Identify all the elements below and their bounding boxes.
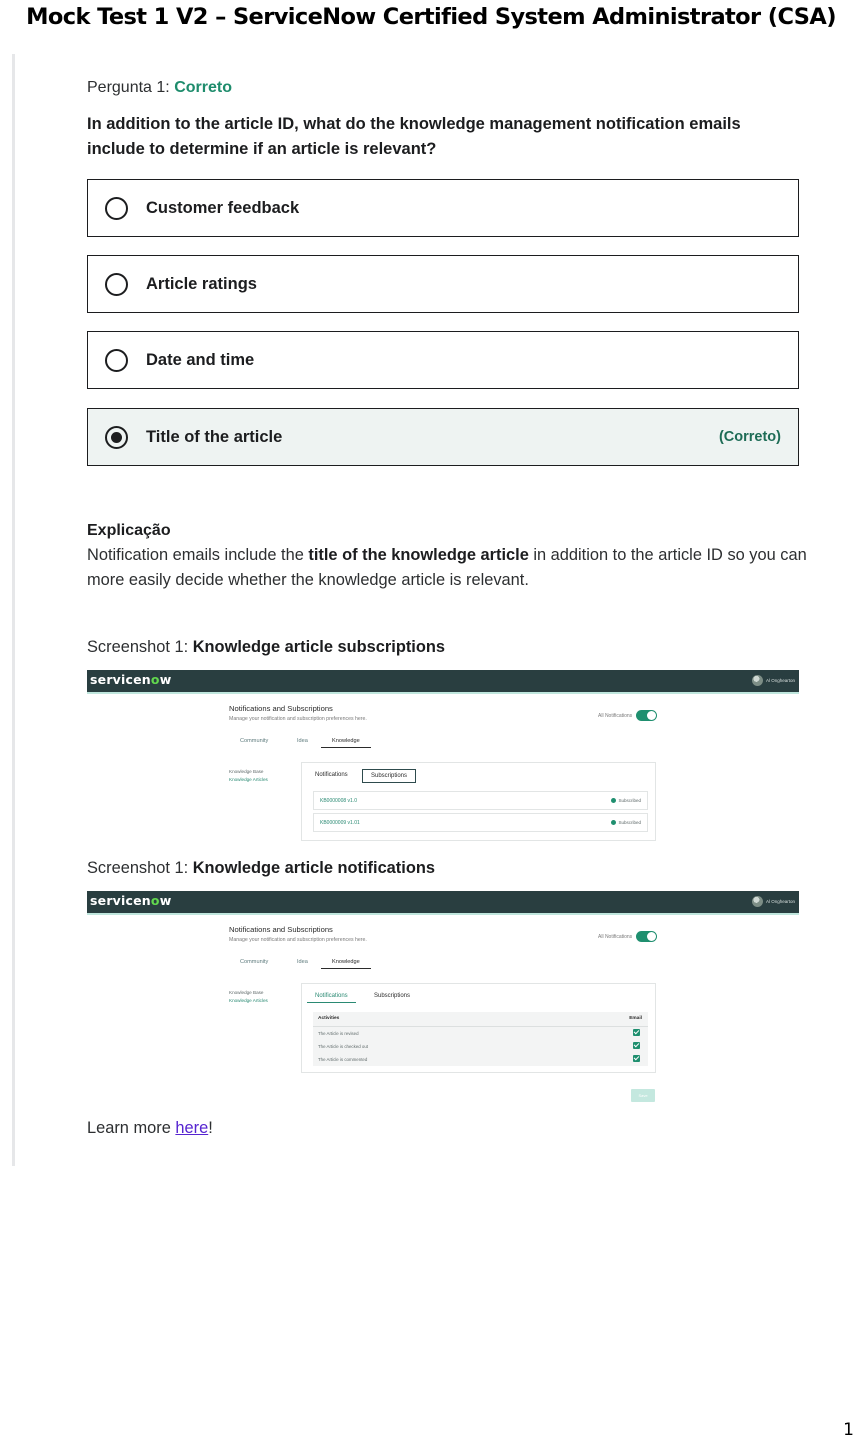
caption-prefix: Screenshot 1: (87, 859, 189, 877)
tab-knowledge[interactable]: Knowledge (321, 959, 371, 969)
explanation-body (87, 543, 807, 593)
sidebar-item-knowledge-articles[interactable]: Knowledge Articles (229, 998, 268, 1003)
answer-option-article-ratings[interactable] (87, 255, 799, 313)
tab-knowledge[interactable]: Knowledge (321, 738, 371, 748)
column-activities: Activities (318, 1016, 340, 1021)
avatar (752, 896, 763, 907)
user-name: Al Onghearton (765, 899, 795, 904)
answer-option-label: Customer feedback (146, 198, 300, 217)
explanation-text: in addition to the article ID so you can more easily decide whether the knowledge article is relevant. (87, 546, 807, 589)
radio-unselected-icon[interactable] (105, 197, 128, 220)
servicenow-header-bar (87, 670, 799, 692)
answer-option-customer-feedback[interactable] (87, 179, 799, 237)
user-menu[interactable] (752, 896, 795, 907)
tab-subscriptions[interactable]: Subscriptions (374, 993, 411, 999)
all-notifications-label: All Notifications (598, 934, 633, 940)
tab-subscriptions[interactable]: Subscriptions (362, 769, 416, 783)
table-row: The Article is checked out (313, 1040, 648, 1053)
question-status: Correto (174, 79, 232, 96)
caption-title: Knowledge article notifications (192, 859, 435, 877)
left-border-rule (12, 54, 15, 1166)
notifications-panel (301, 983, 656, 1073)
screenshot-notifications (87, 891, 799, 1109)
knowledge-sidebar (229, 768, 268, 784)
answer-option-label: Date and time (146, 350, 255, 369)
avatar (752, 675, 763, 686)
user-name: Al Onghearton (765, 678, 795, 683)
question-header (87, 79, 232, 97)
caption-title: Knowledge article subscriptions (192, 638, 445, 656)
learn-more-text: Learn more (87, 1119, 171, 1137)
subscription-row[interactable]: KB0000008 v1.0 Subscribed (313, 791, 648, 810)
email-checkbox[interactable] (633, 1042, 640, 1049)
subscriptions-panel (301, 762, 656, 841)
all-notifications-label: All Notifications (598, 713, 633, 719)
column-email: Email (629, 1016, 642, 1021)
tab-notifications[interactable]: Notifications (315, 772, 348, 778)
notifications-subtitle: Manage your notification and subscription preferences here. (229, 716, 367, 722)
servicenow-logo: servicenow (90, 893, 172, 908)
notifications-title: Notifications and Subscriptions (229, 704, 333, 713)
activities-table (313, 1012, 648, 1066)
screenshot-caption (87, 859, 435, 878)
notifications-title: Notifications and Subscriptions (229, 925, 333, 934)
screenshot-subscriptions (87, 670, 799, 842)
caption-prefix: Screenshot 1: (87, 638, 189, 656)
all-notifications-toggle[interactable] (636, 710, 657, 721)
all-notifications-toggle[interactable] (636, 931, 657, 942)
user-menu[interactable] (752, 675, 795, 686)
answer-option-label: Article ratings (146, 274, 257, 293)
question-text: In addition to the article ID, what do the knowledge management notification emails include to determine if an article is relevant? (87, 115, 741, 158)
sidebar-item-knowledge-articles[interactable]: Knowledge Articles (229, 777, 268, 782)
notifications-subtitle: Manage your notification and subscription preferences here. (229, 937, 367, 943)
screenshot-caption (87, 638, 445, 657)
tab-notifications[interactable]: Notifications (307, 990, 356, 1003)
answer-option-label: Title of the article (146, 427, 283, 446)
answer-option-title-of-article[interactable] (87, 408, 799, 466)
radio-dot (111, 432, 122, 443)
correct-tag: (Correto) (718, 429, 781, 445)
email-checkbox[interactable] (633, 1055, 640, 1062)
radio-unselected-icon[interactable] (105, 349, 128, 372)
knowledge-sidebar (229, 989, 268, 1005)
table-row: The Article is revised (313, 1027, 648, 1040)
check-circle-icon (611, 798, 616, 803)
page-number: 1 (843, 1420, 854, 1440)
save-button[interactable]: Save (631, 1089, 655, 1102)
servicenow-header-bar (87, 891, 799, 913)
explanation-emphasis: title of the knowledge article (308, 546, 529, 564)
answer-option-date-and-time[interactable] (87, 331, 799, 389)
radio-unselected-icon[interactable] (105, 273, 128, 296)
table-row: The Article is commented (313, 1053, 648, 1066)
subscription-row[interactable]: KB0000009 v1.01 Subscribed (313, 813, 648, 832)
learn-more-punctuation: ! (208, 1119, 213, 1137)
explanation-text: Notification emails include the (87, 546, 304, 564)
tab-idea[interactable]: Idea (297, 738, 308, 744)
question-number: Pergunta 1: (87, 79, 170, 96)
learn-more-link[interactable]: here (175, 1119, 209, 1137)
category-tabs (229, 959, 369, 973)
servicenow-logo: servicenow (90, 672, 172, 687)
email-checkbox[interactable] (633, 1029, 640, 1036)
tab-community[interactable]: Community (240, 738, 269, 744)
explanation-heading: Explicação (87, 522, 171, 539)
document-title: Mock Test 1 V2 – ServiceNow Certified System Administrator (CSA) (26, 4, 836, 30)
tab-idea[interactable]: Idea (297, 959, 308, 965)
category-tabs (229, 738, 369, 752)
check-circle-icon (611, 820, 616, 825)
table-header (313, 1012, 648, 1027)
sidebar-item-knowledge-base[interactable]: Knowledge Base (229, 769, 264, 774)
tab-community[interactable]: Community (240, 959, 269, 965)
learn-more (87, 1119, 213, 1138)
sidebar-item-knowledge-base[interactable]: Knowledge Base (229, 990, 264, 995)
radio-selected-icon[interactable] (105, 426, 128, 449)
